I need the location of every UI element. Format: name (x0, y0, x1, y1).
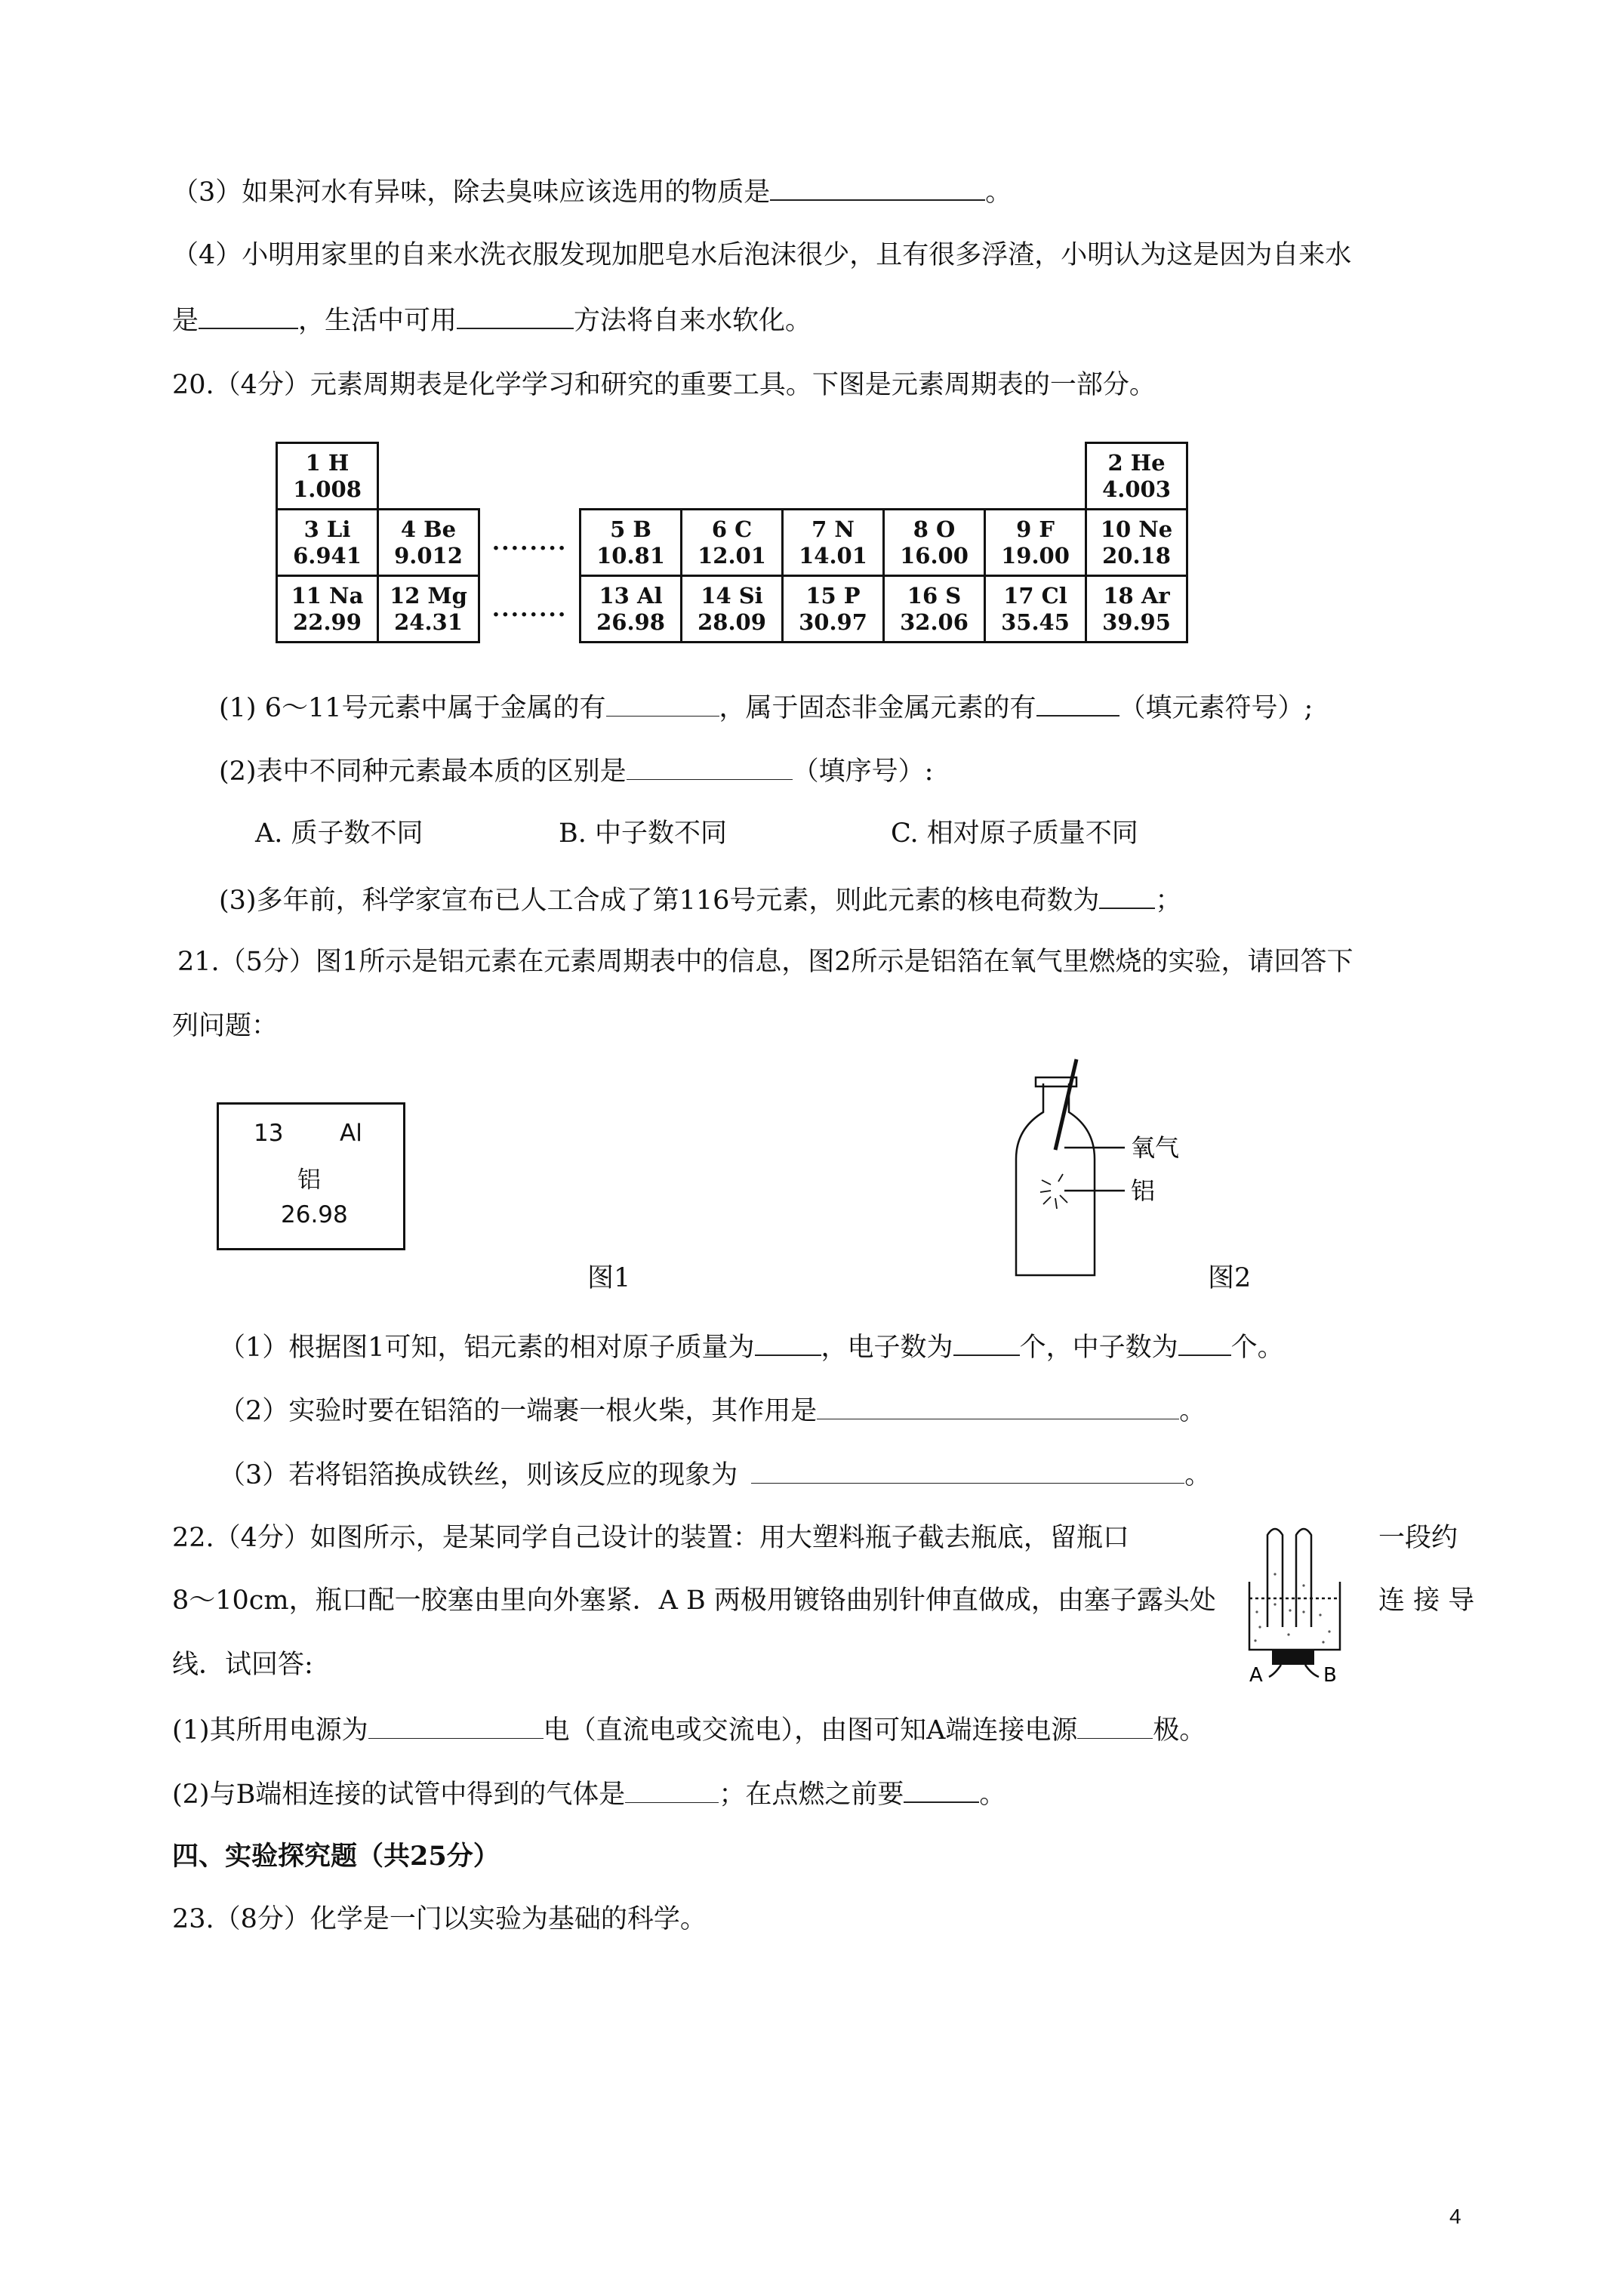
element-cell (378, 510, 479, 576)
answer-blank[interactable] (199, 302, 298, 329)
element-symbol: 7 N (812, 516, 855, 542)
aluminum-foil-strip (1055, 1059, 1076, 1150)
q19-part4-line2: 是 ，生活中可用 方法将自来水软化。 (172, 302, 812, 337)
element-mass: 9.012 (394, 542, 463, 569)
q20-option-b: B. 中子数不同 (559, 818, 727, 849)
element-symbol: 2 He (1107, 449, 1166, 476)
element-cell (581, 510, 682, 576)
q20-option-a: A. 质子数不同 (255, 818, 423, 849)
answer-blank[interactable] (1036, 689, 1119, 717)
aluminum-element-card (217, 1102, 405, 1250)
q19-part4-line1: （4）小明用家里的自来水洗衣服发现加肥皂水后泡沫很少，且有很多浮渣，小明认为这是因为自来水 (172, 240, 1352, 270)
wire-a (1269, 1665, 1281, 1677)
element-symbol: 10 Ne (1100, 516, 1173, 542)
q22-line2b: 连 接 导 (1378, 1586, 1475, 1616)
element-cell (277, 510, 378, 576)
periodic-table-row (277, 443, 1187, 510)
oxygen-label: 氧气 (1131, 1133, 1180, 1162)
element-mass: 4.003 (1102, 476, 1171, 502)
gas-bottle (1016, 1083, 1095, 1275)
element-cell (884, 576, 985, 643)
element-cell (378, 576, 479, 643)
figure1-caption: 图1 (587, 1263, 631, 1293)
ellipsis-cell: ........ (479, 576, 581, 643)
q19-part3: （3）如果河水有异味，除去臭味应该选用的物质是 。 (172, 174, 1012, 209)
rubber-stopper (1272, 1650, 1314, 1665)
answer-blank[interactable] (904, 1776, 979, 1803)
element-symbol: 17 Cl (1003, 582, 1067, 609)
element-symbol: 18 Ar (1103, 582, 1170, 609)
element-mass: 14.01 (799, 542, 867, 569)
periodic-table-row (277, 576, 1187, 643)
section4-heading: 四、实验探究题（共25分） (172, 1841, 500, 1872)
q22-line3: 线．试回答: (172, 1650, 313, 1680)
answer-blank[interactable] (368, 1712, 544, 1739)
spark-icon (1040, 1174, 1067, 1209)
element-cell (1086, 443, 1187, 510)
answer-blank[interactable] (627, 754, 793, 780)
element-cell (1086, 510, 1187, 576)
atomic-number: 13 (254, 1120, 284, 1147)
element-cell (682, 576, 783, 643)
element-mass: 12.01 (698, 542, 766, 569)
q21-title-line1: 21.（5分）图1所示是铝元素在元素周期表中的信息，图2所示是铝箔在氧气里燃烧的实验，请回答下 (177, 947, 1354, 977)
q22-line1b: 一段约 (1378, 1523, 1458, 1553)
answer-blank[interactable] (751, 1457, 1184, 1484)
q22-line1a: 22.（4分）如图所示，是某同学自己设计的装置：用大塑料瓶子截去瓶底，留瓶口 (172, 1523, 1129, 1553)
answer-blank[interactable] (1077, 1712, 1153, 1739)
answer-blank[interactable] (606, 690, 719, 717)
element-cell (884, 510, 985, 576)
periodic-table (276, 442, 1188, 643)
q20-part2: (2)表中不同种元素最本质的区别是 （填序号）: (219, 754, 933, 788)
element-symbol: 3 Li (303, 516, 351, 542)
element-cell (277, 443, 378, 510)
q22-line2a: 8～10cm，瓶口配一胶塞由里向外塞紧．A B 两极用镀铬曲别针伸直做成，由塞子露头处 (172, 1586, 1216, 1616)
empty-cell (783, 443, 884, 510)
element-cell (581, 576, 682, 643)
periodic-table-row (277, 510, 1187, 576)
element-cell (277, 576, 378, 643)
element-mass: 6.941 (293, 542, 362, 569)
element-mass: 32.06 (900, 609, 969, 635)
element-symbol: 16 S (907, 582, 962, 609)
q20-part1: (1) 6～11号元素中属于金属的有 ，属于固态非金属元素的有 （填元素符号）; (219, 689, 1313, 725)
element-mass: 35.45 (1001, 609, 1070, 635)
answer-blank[interactable] (755, 1329, 821, 1356)
empty-cell (479, 443, 581, 510)
element-cell (985, 576, 1086, 643)
q21-part1: （1）根据图1可知，铝元素的相对原子质量为 ，电子数为 个，中子数为 个。 (219, 1329, 1284, 1364)
aluminum-label: 铝 (1131, 1176, 1156, 1205)
electrolysis-apparatus-diagram (1234, 1514, 1359, 1687)
q22-part2: (2)与B端相连接的试管中得到的气体是 ；在点燃之前要 。 (172, 1776, 1006, 1811)
element-mass: 1.008 (293, 476, 362, 502)
element-symbol: 9 F (1016, 516, 1055, 542)
q22-part1: (1)其所用电源为 电（直流电或交流电），由图可知A端连接电源 极。 (172, 1712, 1206, 1747)
empty-cell (682, 443, 783, 510)
element-mass: 22.99 (293, 609, 362, 635)
electrode-b-label: B (1323, 1664, 1337, 1687)
element-symbol: 8 O (913, 516, 956, 542)
q21-title-line2: 列问题： (172, 1011, 279, 1041)
wire-b (1305, 1665, 1319, 1677)
element-mass: 30.97 (799, 609, 867, 635)
element-mass: 19.00 (1001, 542, 1070, 569)
element-mass: 28.09 (698, 609, 766, 635)
element-cell (783, 576, 884, 643)
element-symbol: 1 H (305, 449, 350, 476)
element-mass: 10.81 (596, 542, 665, 569)
element-symbol: 5 B (610, 516, 651, 542)
figure2-caption: 图2 (1208, 1263, 1252, 1293)
answer-blank[interactable] (457, 302, 574, 329)
answer-blank[interactable] (953, 1329, 1020, 1356)
element-mass: 24.31 (394, 609, 463, 635)
atomic-mass: 26.98 (281, 1201, 348, 1228)
element-mass: 20.18 (1102, 542, 1171, 569)
bottle-body (1249, 1582, 1340, 1650)
element-mass: 39.95 (1102, 609, 1171, 635)
empty-cell (985, 443, 1086, 510)
element-mass: 16.00 (900, 542, 969, 569)
element-symbol: 6 C (711, 516, 753, 542)
element-symbol: 13 Al (599, 582, 663, 609)
empty-cell (378, 443, 479, 510)
element-symbol: Al (340, 1120, 362, 1147)
element-mass: 26.98 (596, 609, 665, 635)
element-symbol: 11 Na (291, 582, 364, 609)
element-symbol: 14 Si (701, 582, 763, 609)
empty-cell (884, 443, 985, 510)
empty-cell (581, 443, 682, 510)
element-cell (985, 510, 1086, 576)
page-number: 4 (1449, 2205, 1461, 2228)
element-symbol: 4 Be (400, 516, 457, 542)
element-name: 铝 (297, 1166, 321, 1194)
element-symbol: 15 P (805, 582, 861, 609)
q20-part3: (3)多年前，科学家宣布已人工合成了第116号元素，则此元素的核电荷数为 ； (219, 882, 1181, 917)
q21-part2: （2）实验时要在铝箔的一端裹一根火柴，其作用是 。 (219, 1393, 1206, 1428)
element-symbol: 12 Mg (390, 582, 467, 609)
test-tube-left (1267, 1529, 1283, 1627)
q23-title: 23.（8分）化学是一门以实验为基础的科学。 (172, 1904, 707, 1934)
q20-title: 20.（4分）元素周期表是化学学习和研究的重要工具。下图是元素周期表的一部分。 (172, 370, 1156, 400)
element-cell (783, 510, 884, 576)
q21-part3: （3）若将铝箔换成铁丝，则该反应的现象为 。 (219, 1457, 1211, 1492)
element-cell (682, 510, 783, 576)
answer-blank[interactable] (770, 174, 985, 201)
answer-blank[interactable] (817, 1393, 1179, 1419)
electrode-a-label: A (1249, 1664, 1263, 1687)
ellipsis-cell: ........ (479, 510, 581, 576)
q20-option-c: C. 相对原子质量不同 (891, 818, 1138, 849)
element-cell (1086, 576, 1187, 643)
answer-blank[interactable] (1099, 882, 1155, 909)
aluminum-combustion-diagram (1004, 1053, 1246, 1284)
answer-blank[interactable] (1178, 1329, 1231, 1356)
answer-blank[interactable] (625, 1777, 719, 1803)
